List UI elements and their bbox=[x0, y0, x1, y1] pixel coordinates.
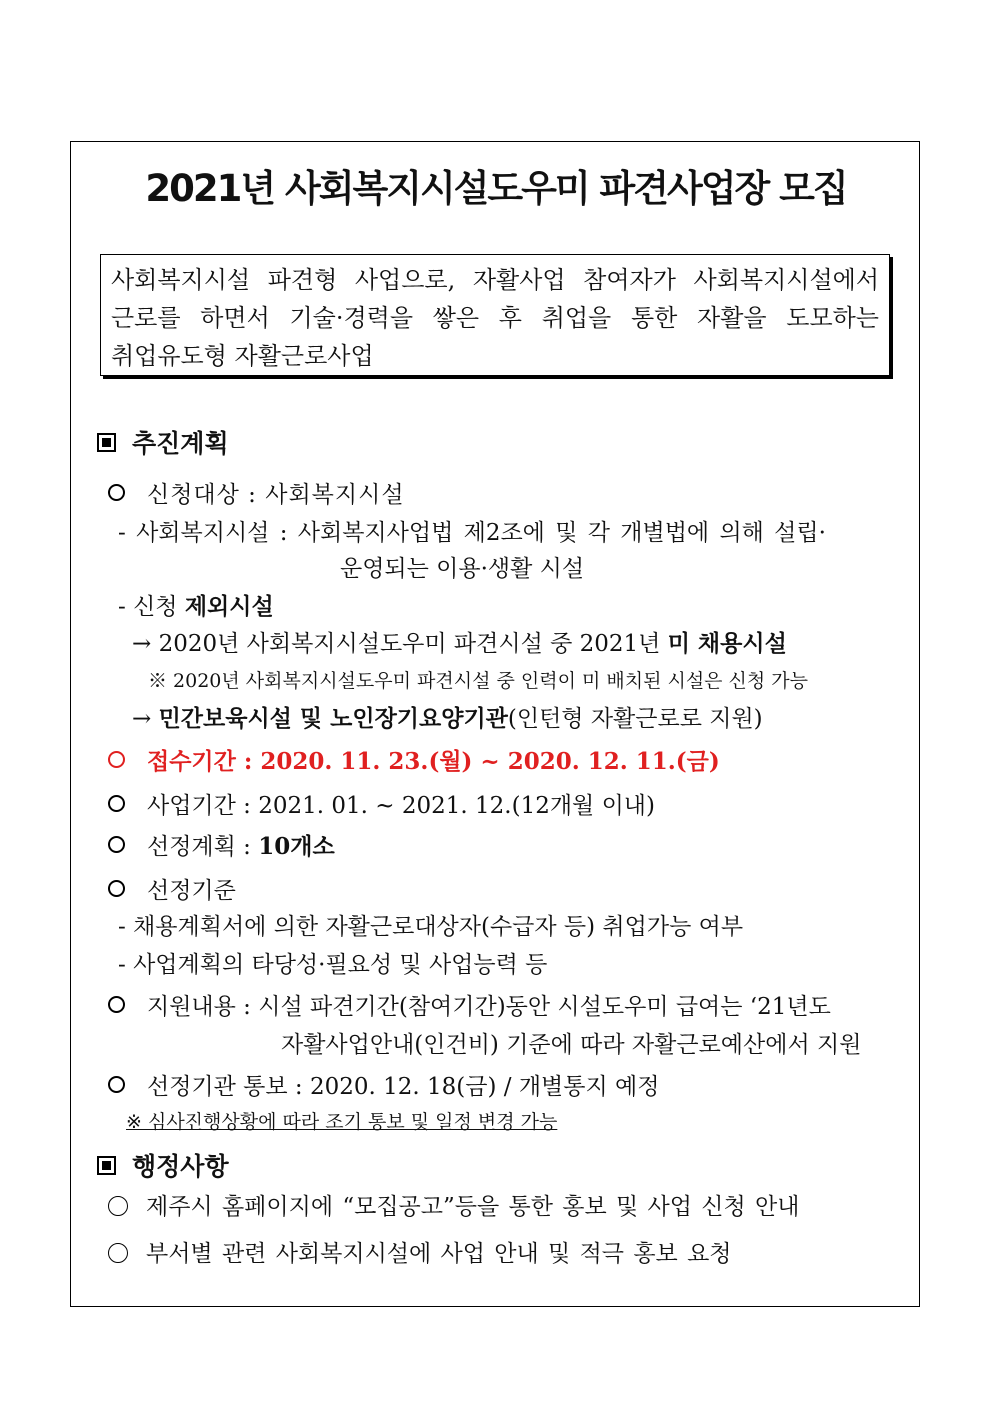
support-text-1: 지원내용 : 시설 파견기간(참여기간)동안 시설도우미 급여는 ‘21년도 bbox=[147, 994, 831, 1020]
admin-item-1-text: 제주시 홈페이지에 “모집공고”등을 통한 홍보 및 사업 신청 안내 bbox=[146, 1194, 800, 1220]
support-content bbox=[108, 988, 831, 1021]
notify-text: 선정기관 통보 : 2020. 12. 18(금) / 개별통지 예정 bbox=[147, 1074, 660, 1100]
admin-item-2 bbox=[108, 1235, 732, 1268]
selection-criteria bbox=[108, 872, 236, 905]
circle-bullet-icon bbox=[108, 751, 125, 768]
exclude-item-1 bbox=[132, 625, 787, 658]
exclude-note: ※ 2020년 사회복지시설도우미 파견시설 중 인력이 미 배치된 시설은 신청 가능 bbox=[148, 670, 809, 692]
exclude-item-1-text: → 2020년 사회복지시설도우미 파견시설 중 2021년 bbox=[132, 631, 668, 657]
exclude-bold: 제외시설 bbox=[184, 593, 274, 620]
circle-bullet-icon bbox=[108, 1243, 128, 1263]
arrow-glyph: → bbox=[132, 706, 159, 732]
admin-item-1 bbox=[108, 1188, 799, 1221]
reception-text: 접수기간 : 2020. 11. 23.(월) ~ 2020. 12. 11.(금) bbox=[147, 748, 720, 775]
summary-line-2: 근로를 하면서 기술·경력을 쌓은 후 취업을 통한 자활을 도모하는 bbox=[111, 304, 879, 332]
selection-notification bbox=[108, 1068, 659, 1101]
exclude-item-1-bold: 미 채용시설 bbox=[667, 630, 787, 657]
section-heading-admin bbox=[97, 1147, 229, 1183]
criteria-item-1: - 채용계획서에 의한 자활근로대상자(수급자 등) 취업가능 여부 bbox=[118, 914, 744, 940]
reception-period bbox=[108, 743, 720, 776]
circle-bullet-icon bbox=[108, 996, 125, 1013]
target-text: 신청대상 : 사회복지시설 bbox=[147, 482, 405, 508]
summary-line-1: 사회복지시설 파견형 사업으로, 자활사업 참여자가 사회복지시설에서 bbox=[111, 266, 879, 294]
filled-square-icon bbox=[97, 433, 116, 452]
section-heading-admin-text: 행정사항 bbox=[132, 1152, 229, 1181]
circle-bullet-icon bbox=[108, 880, 125, 897]
plan-prefix: 선정계획 : bbox=[147, 834, 259, 860]
selection-plan bbox=[108, 828, 335, 861]
circle-bullet-icon bbox=[108, 1196, 128, 1216]
section-heading-plan-text: 추진계획 bbox=[132, 429, 229, 458]
admin-item-2-text: 부서별 관련 사회복지시설에 사업 안내 및 적극 홍보 요청 bbox=[146, 1241, 732, 1267]
target-definition-1: - 사회복지시설 : 사회복지사업법 제2조에 및 각 개별법에 의해 설립· bbox=[118, 520, 826, 546]
criteria-text: 선정기준 bbox=[147, 878, 236, 904]
business-period bbox=[108, 787, 655, 820]
circle-bullet-icon bbox=[108, 1076, 125, 1093]
circle-bullet-icon bbox=[108, 795, 125, 812]
support-content-2: 자활사업안내(인건비) 기준에 따라 자활근로예산에서 지원 bbox=[281, 1032, 862, 1058]
circle-bullet-icon bbox=[108, 484, 125, 501]
period-text: 사업기간 : 2021. 01. ~ 2021. 12.(12개월 이내) bbox=[147, 793, 655, 819]
exclude-heading bbox=[118, 588, 274, 621]
plan-bold: 10개소 bbox=[258, 833, 335, 860]
exclude-item-2-suffix: (인턴형 자활근로로 지원) bbox=[507, 706, 763, 732]
exclude-prefix: - 신청 bbox=[118, 594, 185, 620]
section-heading-plan bbox=[97, 424, 229, 460]
circle-bullet-icon bbox=[108, 836, 125, 853]
page-title: 2021년 사회복지시설도우미 파견사업장 모집 bbox=[145, 167, 847, 210]
summary-line-3: 취업유도형 자활근로사업 bbox=[111, 342, 374, 370]
summary-box bbox=[100, 254, 890, 376]
criteria-item-2: - 사업계획의 타당성·필요성 및 사업능력 등 bbox=[118, 952, 548, 978]
target-item bbox=[108, 476, 405, 509]
notify-note: ※ 심사진행상황에 따라 조기 통보 및 일정 변경 가능 bbox=[126, 1111, 558, 1133]
filled-square-icon bbox=[97, 1156, 116, 1175]
exclude-item-2-bold: 민간보육시설 및 노인장기요양기관 bbox=[158, 705, 508, 732]
exclude-item-2 bbox=[132, 700, 763, 733]
target-definition-2: 운영되는 이용·생활 시설 bbox=[340, 556, 585, 582]
